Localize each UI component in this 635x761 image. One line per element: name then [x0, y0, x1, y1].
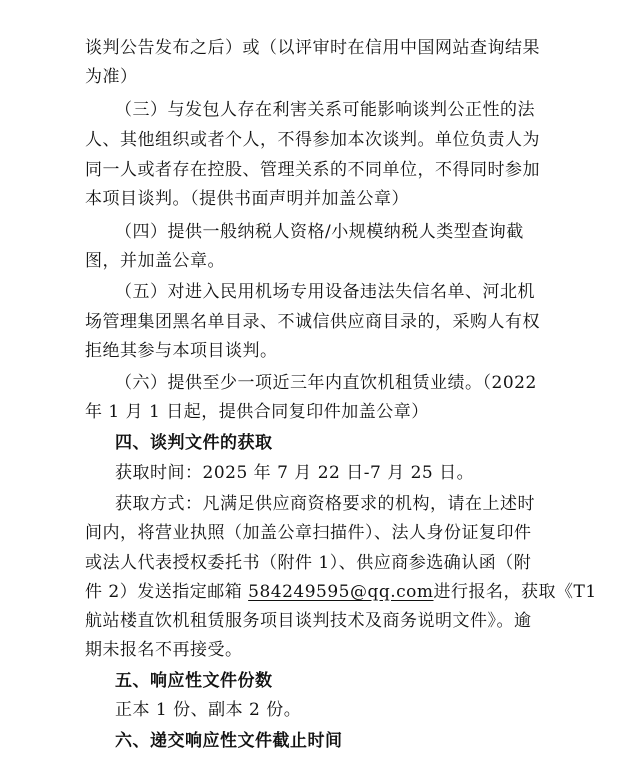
- section-heading: 五、响应性文件份数: [115, 671, 273, 691]
- text-line: 年 1 月 1 日起，提供合同复印件加盖公章）: [85, 402, 429, 422]
- text-line: 本项目谈判。（提供书面声明并加盖公章）: [85, 189, 409, 209]
- text-line: 场管理集团黑名单目录、不诚信供应商目录的，采购人有权: [85, 312, 540, 332]
- section-heading: 四、谈判文件的获取: [115, 433, 273, 453]
- text-line: 获取方式：凡满足供应商资格要求的机构，请在上述时: [115, 494, 535, 514]
- text-line: 正本 1 份、副本 2 份。: [115, 700, 302, 720]
- text-line: 或法人代表授权委托书（附件 1）、供应商参选确认函（附: [85, 553, 532, 573]
- text-line: 获取时间：2025 年 7 月 22 日-7 月 25 日。: [115, 463, 475, 483]
- text-line: 期未报名不再接受。: [85, 640, 243, 660]
- text-line: 人、其他组织或者个人，不得参加本次谈判。单位负责人为: [85, 130, 540, 150]
- text-line: （三）与发包人存在利害关系可能影响谈判公正性的法: [115, 100, 535, 120]
- text-line: 拒绝其参与本项目谈判。: [85, 341, 278, 361]
- text-line: 航站楼直饮机租赁服务项目谈判技术及商务说明文件》。逾: [85, 611, 532, 631]
- text-line: （四）提供一般纳税人资格/小规模纳税人类型查询截: [115, 222, 524, 242]
- section-heading: 六、递交响应性文件截止时间: [115, 731, 343, 751]
- text-segment: 件 2）发送指定邮箱: [85, 582, 249, 602]
- text-line: 谈判公告发布之后）或（以评审时在信用中国网站查询结果: [85, 38, 540, 58]
- text-line: 同一人或者存在控股、管理关系的不同单位，不得同时参加: [85, 160, 540, 180]
- text-segment: 进行报名，获取《T1: [433, 582, 597, 602]
- text-line: 图，并加盖公章。: [85, 251, 225, 271]
- email-address-link[interactable]: 584249595@qq.com: [248, 582, 434, 602]
- text-line: [85, 582, 597, 602]
- text-line: 为准）: [85, 67, 138, 87]
- text-line: 间内，将营业执照（加盖公章扫描件）、法人身份证复印件: [85, 523, 532, 543]
- text-line: （六）提供至少一项近三年内直饮机租赁业绩。（2022: [115, 373, 537, 393]
- text-line: （五）对进入民用机场专用设备违法失信名单、河北机: [115, 282, 535, 302]
